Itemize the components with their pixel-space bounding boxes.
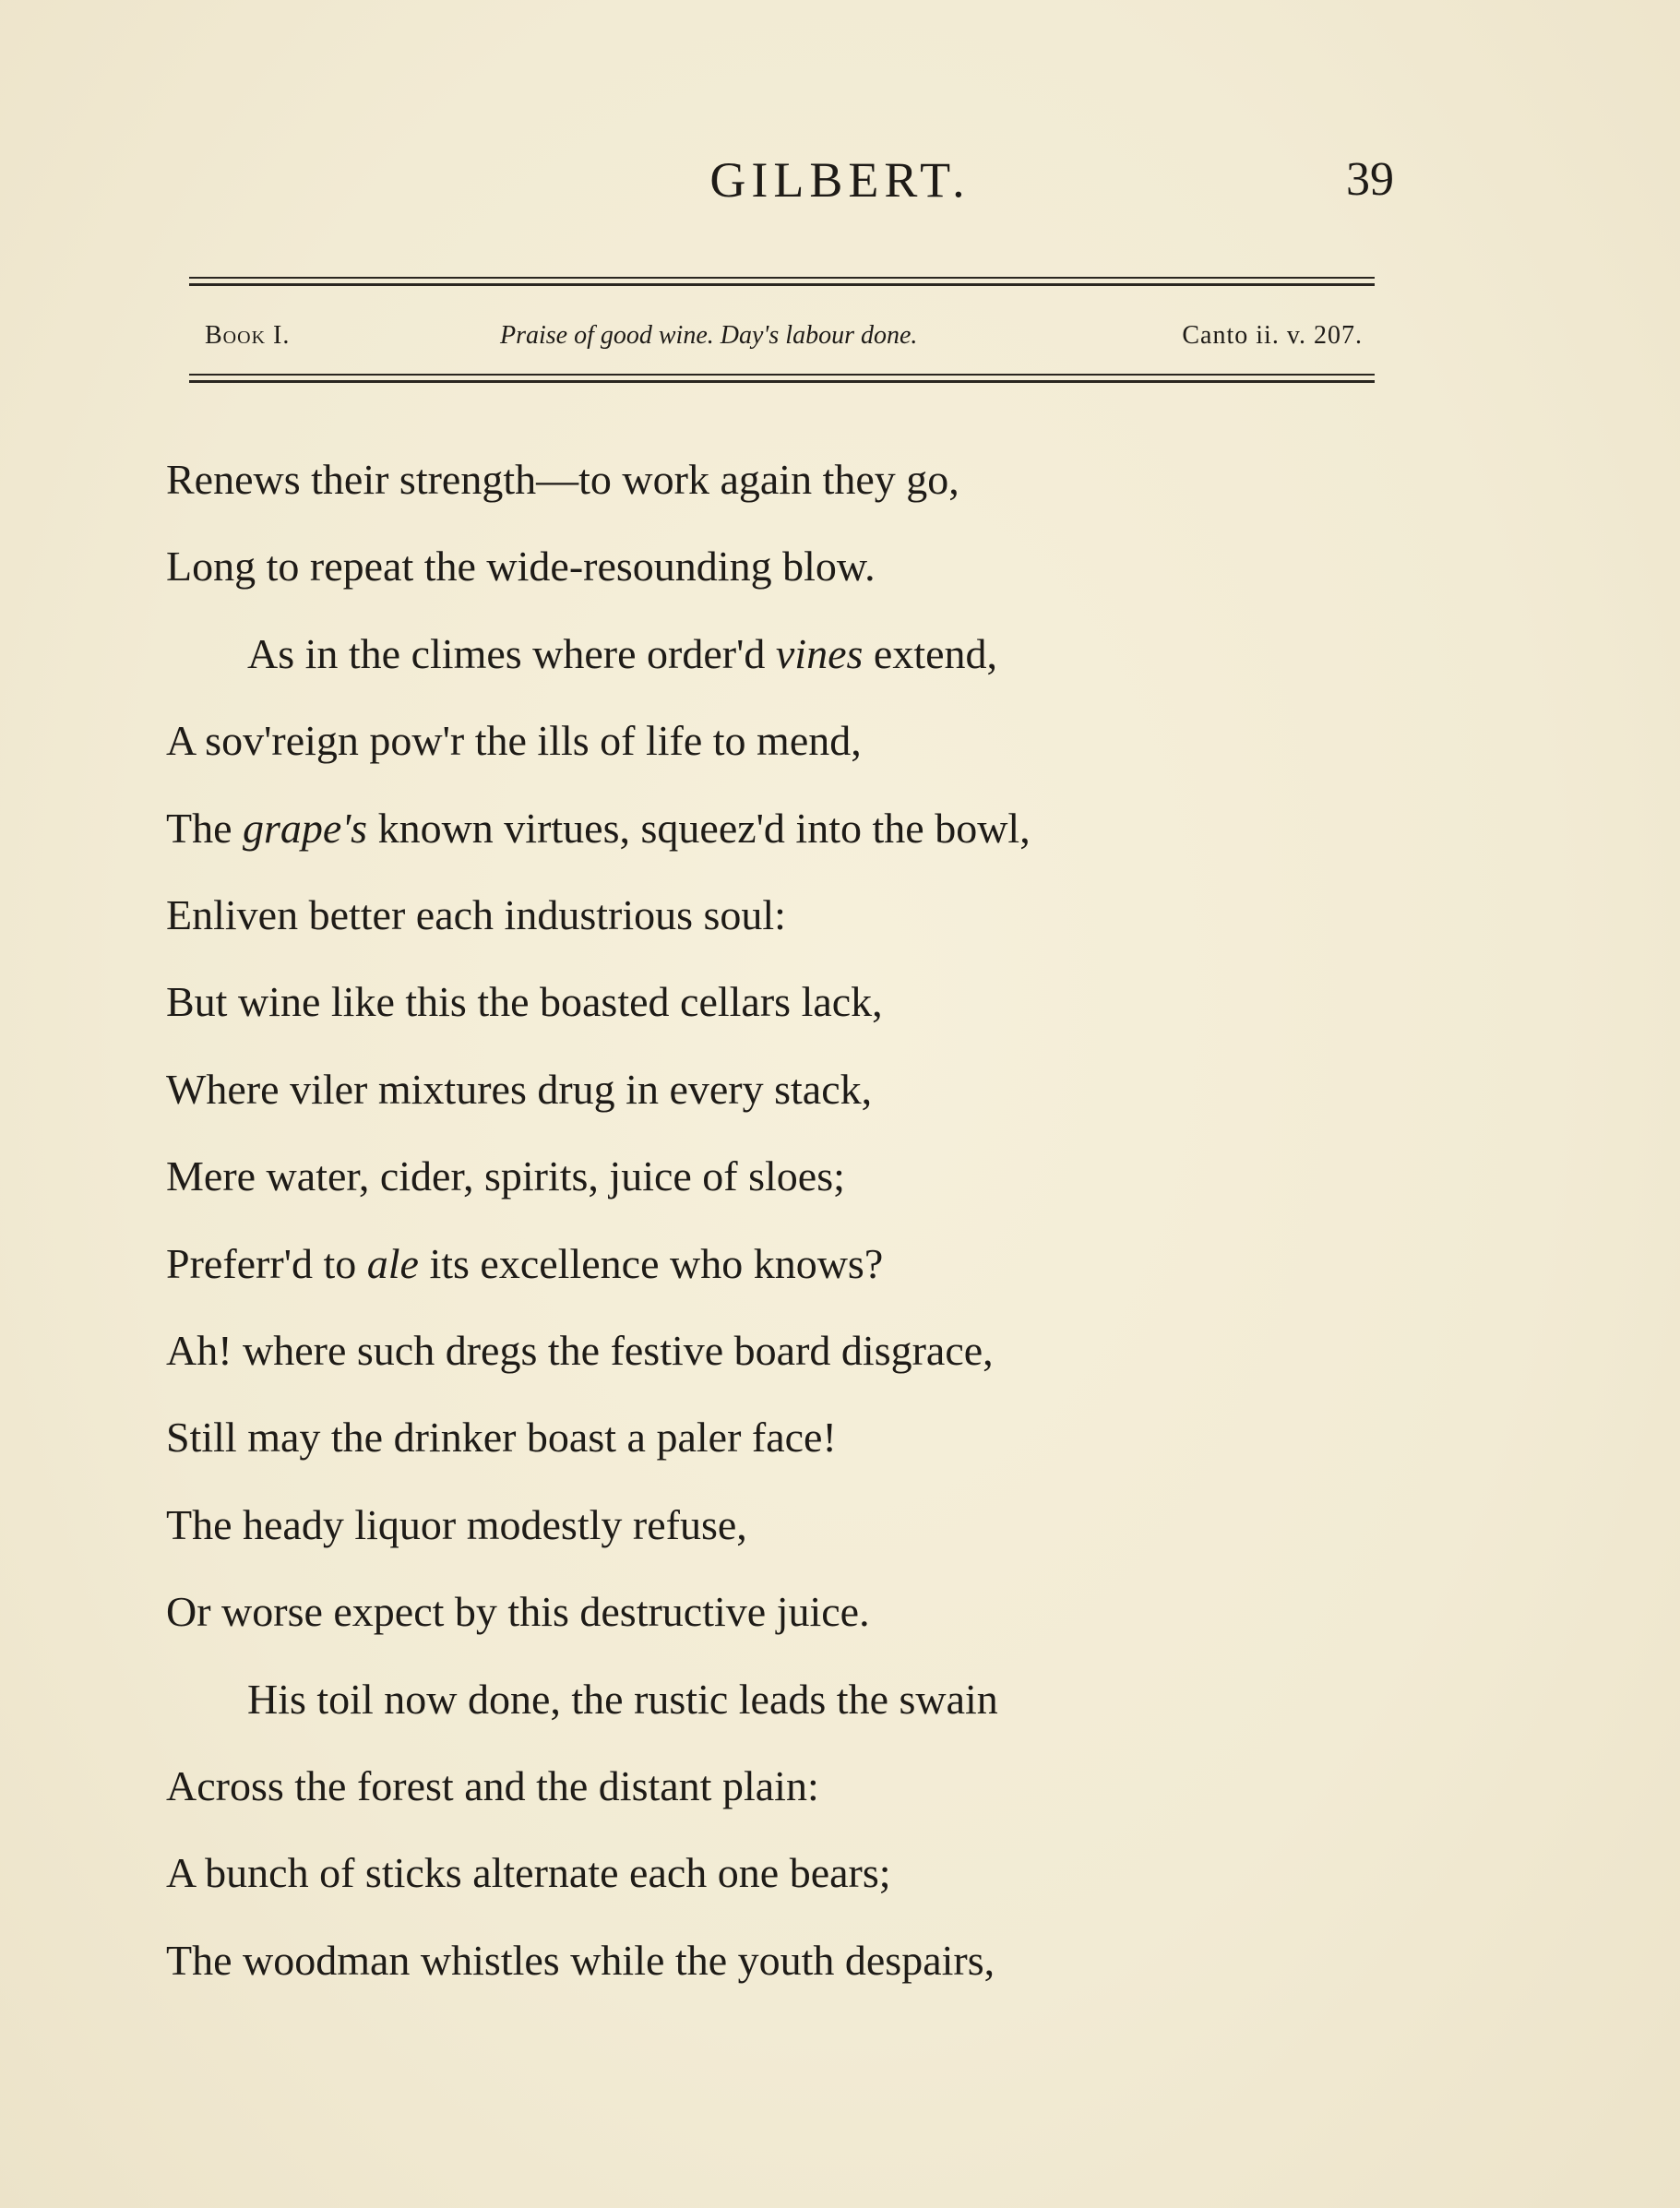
verse-fragment: extend, [863, 629, 998, 677]
verse-line: The woodman whistles while the youth despairs, [166, 1936, 995, 1984]
verse-fragment: its excellence who knows? [418, 1239, 884, 1287]
page-number: 39 [1346, 153, 1394, 206]
italic-word: vines [775, 629, 864, 677]
verse-line [166, 801, 1031, 856]
verse-line: Enliven better each industrious soul: [166, 891, 786, 938]
verse-line: His toil now done, the rustic leads the swain [247, 1675, 998, 1723]
verse-line: A sov'reign pow'r the ills of life to mend, [166, 717, 862, 765]
verse-line [166, 1236, 883, 1292]
italic-word: grape's [243, 804, 368, 852]
verse-line: Across the forest and the distant plain: [166, 1762, 819, 1809]
top-rule-upper [189, 277, 1375, 279]
bottom-rule-upper [189, 374, 1375, 376]
verse-line: Still may the drinker boast a paler face! [166, 1414, 837, 1462]
italic-word: ale [366, 1239, 419, 1287]
verse-line: Where viler mixtures drug in every stack, [166, 1065, 873, 1113]
verse-fragment: Preferr'd to [166, 1239, 367, 1287]
top-rule-lower [189, 283, 1375, 286]
verse-fragment: As in the climes where order'd [247, 629, 776, 677]
verse-line: The heady liquor modestly refuse, [166, 1500, 747, 1548]
verse-line [247, 627, 997, 682]
subheader-book: Book I. [205, 321, 291, 350]
verse-fragment: known virtues, squeez'd into the bowl, [367, 804, 1031, 852]
verse-fragment: The [166, 804, 244, 852]
subheader-canto: Canto ii. v. 207. [1182, 321, 1363, 350]
verse-line: Ah! where such dregs the festive board disgrace, [166, 1327, 994, 1374]
verse-line: A bunch of sticks alternate each one bears; [166, 1849, 891, 1897]
verse-line: Long to repeat the wide-resounding blow. [166, 543, 876, 591]
verse-line: Renews their strength—to work again they go, [166, 456, 959, 503]
bottom-rule-lower [189, 380, 1375, 383]
running-title: GILBERT. [709, 152, 971, 208]
verse-line: Mere water, cider, spirits, juice of sloes; [166, 1152, 845, 1200]
subheader-topic: Praise of good wine. Day's labour done. [500, 321, 918, 350]
verse-line: But wine like this the boasted cellars lack, [166, 978, 883, 1026]
section-subheader [205, 316, 1363, 356]
verse-line: Or worse expect by this destructive juice. [166, 1588, 870, 1636]
